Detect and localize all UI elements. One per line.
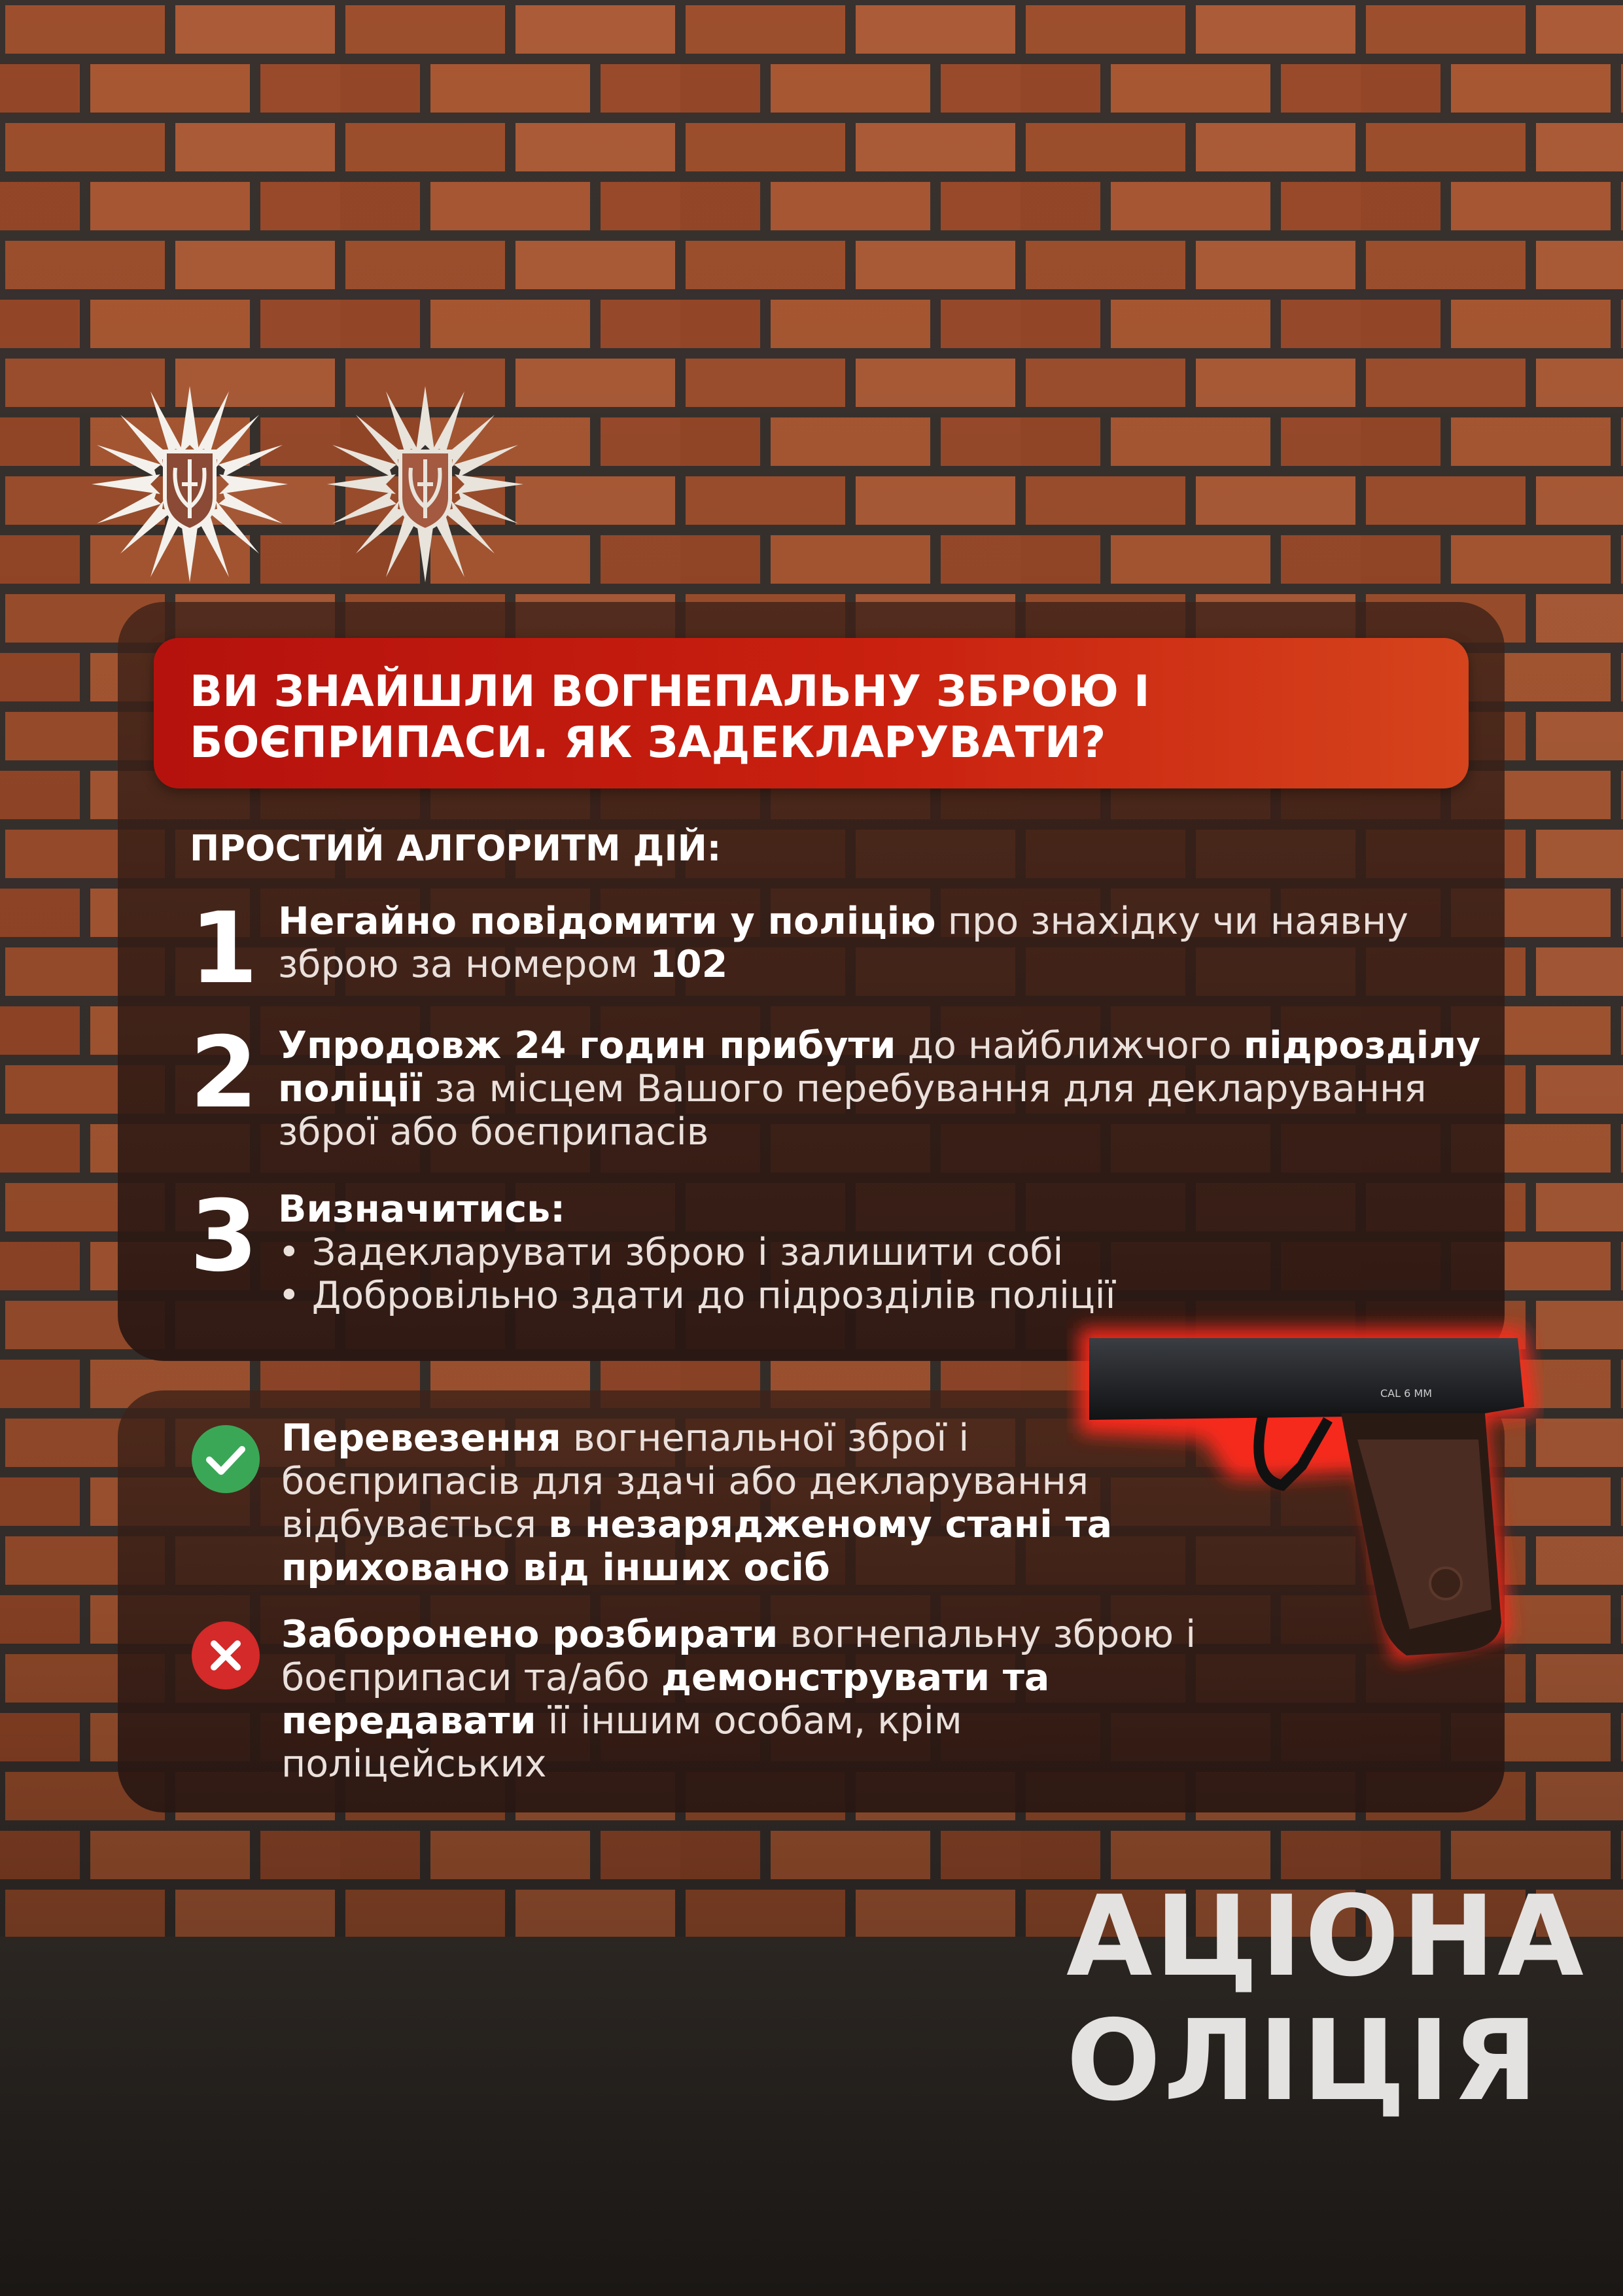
rule-text: Перевезення вогнепальної зброї і боєприпасів для здачі або декларування відбувається в незарядженому стані та приховано від інших осіб [281, 1417, 1113, 1589]
facade-text-line-2: ОЛІЦІЯ [1066, 1996, 1541, 2126]
check-icon [190, 1423, 262, 1495]
algorithm-heading: ПРОСТИЙ АЛГОРИТМ ДІЙ: [190, 828, 722, 869]
step-text: Упродовж 24 годин прибути до найближчого підрозділу поліції за місцем Вашого перебування для декларування зброї або боєприпасів [278, 1024, 1481, 1154]
step-number: 3 [190, 1180, 258, 1294]
cross-icon [190, 1619, 262, 1691]
police-emblem-logo [92, 386, 288, 582]
police-emblem-logo-2 [327, 386, 523, 582]
step-text: Негайно повідомити у поліцію про знахідку чи наявну зброю за номером 102 [278, 900, 1408, 986]
page-title: ВИ ЗНАЙШЛИ ВОГНЕПАЛЬНУ ЗБРОЮ І БОЄПРИПАСИ. ЯК ЗАДЕКЛАРУВАТИ? [190, 666, 1150, 768]
step-number: 2 [190, 1016, 258, 1130]
step-number: 1 [190, 892, 258, 1006]
facade-text-line-1: АЦІОНА [1066, 1872, 1586, 2002]
gun-engraving: CAL 6 MM [1380, 1387, 1432, 1400]
step-text: Визначитись: • Задекларувати зброю і залишити собі • Добровільно здати до підрозділів поліції [278, 1188, 1116, 1317]
algorithm-panel [118, 602, 1505, 1361]
pistol-image [1066, 1309, 1544, 1675]
rule-text: Заборонено розбирати вогнепальну зброю і боєприпаси та/або демонструвати та передавати її іншим особам, крім поліцейських [281, 1613, 1196, 1786]
